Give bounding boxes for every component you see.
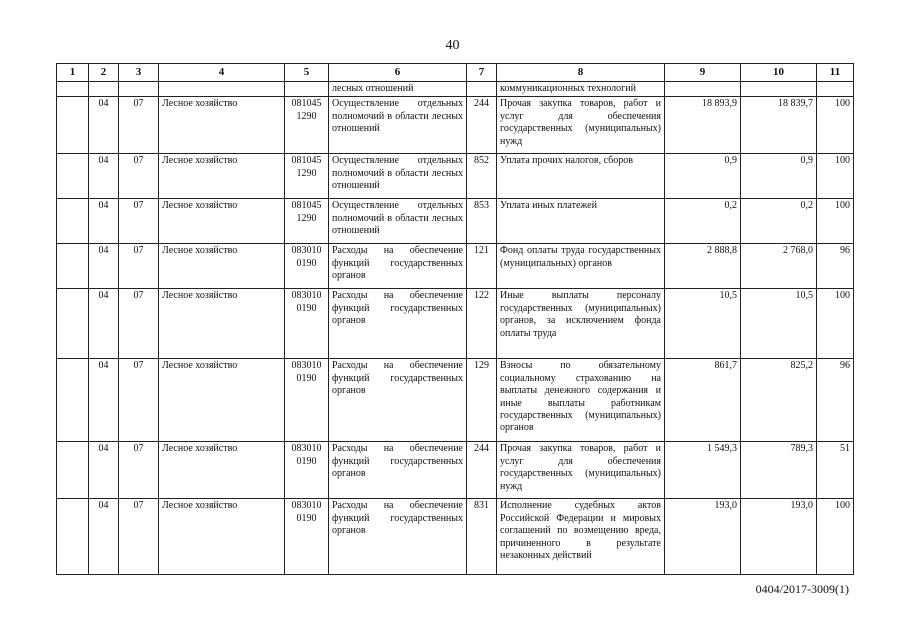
planned-amount: 0,9 — [665, 154, 741, 199]
header-col-7: 7 — [467, 64, 497, 82]
expense-type: 122 — [467, 289, 497, 359]
code-section: 04 — [89, 442, 119, 499]
planned-amount: 1 549,3 — [665, 442, 741, 499]
code-section: 04 — [89, 359, 119, 442]
percent-executed: 100 — [817, 499, 854, 575]
planned-amount: 193,0 — [665, 499, 741, 575]
table-row — [57, 359, 854, 442]
article-name: Расходы на обеспечение функций государственных органов — [329, 499, 467, 575]
section-name: Лесное хозяйство — [159, 154, 285, 199]
header-col-2: 2 — [89, 64, 119, 82]
header-col-4: 4 — [159, 64, 285, 82]
actual-amount: 2 768,0 — [741, 244, 817, 289]
continuation-row — [57, 82, 854, 97]
target-article: 081045 1290 — [285, 154, 329, 199]
table-row — [57, 442, 854, 499]
percent-executed: 100 — [817, 97, 854, 154]
code-subsection: 07 — [119, 199, 159, 244]
table-row — [57, 289, 854, 359]
header-row — [57, 64, 854, 82]
article-name: Расходы на обеспечение функций государственных органов — [329, 244, 467, 289]
expense-type: 853 — [467, 199, 497, 244]
code-section: 04 — [89, 289, 119, 359]
actual-amount: 789,3 — [741, 442, 817, 499]
expense-name: Фонд оплаты труда государственных (муниципальных) органов — [497, 244, 665, 289]
code-subsection: 07 — [119, 97, 159, 154]
table-body — [57, 82, 854, 575]
empty-cell — [57, 359, 89, 442]
code-subsection: 07 — [119, 154, 159, 199]
header-col-11: 11 — [817, 64, 854, 82]
expense-type: 121 — [467, 244, 497, 289]
percent-executed: 100 — [817, 199, 854, 244]
expense-type: 831 — [467, 499, 497, 575]
article-name: Осуществление отдельных полномочий в области лесных отношений — [329, 154, 467, 199]
expense-name: Прочая закупка товаров, работ и услуг для обеспечения государственных (муниципальных) нужд — [497, 442, 665, 499]
article-name: Осуществление отдельных полномочий в области лесных отношений — [329, 97, 467, 154]
code-subsection: 07 — [119, 244, 159, 289]
article-name: Расходы на обеспечение функций государственных органов — [329, 442, 467, 499]
expense-type: 129 — [467, 359, 497, 442]
actual-amount: 18 839,7 — [741, 97, 817, 154]
code-subsection: 07 — [119, 289, 159, 359]
expense-type: 244 — [467, 442, 497, 499]
section-name: Лесное хозяйство — [159, 199, 285, 244]
section-name: Лесное хозяйство — [159, 499, 285, 575]
expense-name: Прочая закупка товаров, работ и услуг для обеспечения государственных (муниципальных) нужд — [497, 97, 665, 154]
expense-name: Уплата прочих налогов, сборов — [497, 154, 665, 199]
planned-amount: 18 893,9 — [665, 97, 741, 154]
header-col-6: 6 — [329, 64, 467, 82]
page-number: 40 — [445, 38, 460, 53]
expense-name: Исполнение судебных актов Российской Федерации и мировых соглашений по возмещению вреда, причиненного в результате незаконных действий — [497, 499, 665, 575]
percent-executed: 96 — [817, 244, 854, 289]
article-name: Расходы на обеспечение функций государственных органов — [329, 359, 467, 442]
actual-amount: 0,9 — [741, 154, 817, 199]
target-article: 081045 1290 — [285, 97, 329, 154]
section-name: Лесное хозяйство — [159, 289, 285, 359]
table-row — [57, 97, 854, 154]
table-row — [57, 154, 854, 199]
header-col-9: 9 — [665, 64, 741, 82]
header-col-1: 1 — [57, 64, 89, 82]
code-section: 04 — [89, 499, 119, 575]
code-section: 04 — [89, 154, 119, 199]
planned-amount: 2 888,8 — [665, 244, 741, 289]
empty-cell — [57, 442, 89, 499]
percent-executed: 51 — [817, 442, 854, 499]
section-name: Лесное хозяйство — [159, 97, 285, 154]
planned-amount: 0,2 — [665, 199, 741, 244]
expense-name: Иные выплаты персоналу государственных (муниципальных) органов, за исключением фонда оплаты труда — [497, 289, 665, 359]
table-row — [57, 499, 854, 575]
table-row — [57, 199, 854, 244]
target-article: 083010 0190 — [285, 244, 329, 289]
code-subsection: 07 — [119, 499, 159, 575]
empty-cell — [57, 499, 89, 575]
document-code: 0404/2017-3009(1) — [755, 582, 849, 596]
code-section: 04 — [89, 97, 119, 154]
section-name: Лесное хозяйство — [159, 442, 285, 499]
code-subsection: 07 — [119, 442, 159, 499]
target-article: 083010 0190 — [285, 359, 329, 442]
actual-amount: 193,0 — [741, 499, 817, 575]
actual-amount: 0,2 — [741, 199, 817, 244]
article-name: Расходы на обеспечение функций государственных органов — [329, 289, 467, 359]
code-section: 04 — [89, 244, 119, 289]
expense-type: 852 — [467, 154, 497, 199]
expense-name: Взносы по обязательному социальному страхованию на выплаты денежного содержания и иные выплаты работникам государственных (муниципальных) органов — [497, 359, 665, 442]
article-name: Осуществление отдельных полномочий в области лесных отношений — [329, 199, 467, 244]
actual-amount: 10,5 — [741, 289, 817, 359]
section-name: Лесное хозяйство — [159, 359, 285, 442]
expense-name: Уплата иных платежей — [497, 199, 665, 244]
budget-table — [56, 63, 854, 575]
empty-cell — [57, 97, 89, 154]
continuation-col8: коммуникационных технологий — [497, 82, 665, 97]
percent-executed: 100 — [817, 289, 854, 359]
planned-amount: 861,7 — [665, 359, 741, 442]
code-section: 04 — [89, 199, 119, 244]
continuation-col6: лесных отношений — [329, 82, 467, 97]
code-subsection: 07 — [119, 359, 159, 442]
header-col-3: 3 — [119, 64, 159, 82]
target-article: 081045 1290 — [285, 199, 329, 244]
empty-cell — [57, 199, 89, 244]
table-row — [57, 244, 854, 289]
target-article: 083010 0190 — [285, 442, 329, 499]
actual-amount: 825,2 — [741, 359, 817, 442]
header-col-5: 5 — [285, 64, 329, 82]
header-col-8: 8 — [497, 64, 665, 82]
expense-type: 244 — [467, 97, 497, 154]
empty-cell — [57, 154, 89, 199]
percent-executed: 100 — [817, 154, 854, 199]
planned-amount: 10,5 — [665, 289, 741, 359]
percent-executed: 96 — [817, 359, 854, 442]
section-name: Лесное хозяйство — [159, 244, 285, 289]
header-col-10: 10 — [741, 64, 817, 82]
empty-cell — [57, 244, 89, 289]
target-article: 083010 0190 — [285, 499, 329, 575]
target-article: 083010 0190 — [285, 289, 329, 359]
empty-cell — [57, 289, 89, 359]
